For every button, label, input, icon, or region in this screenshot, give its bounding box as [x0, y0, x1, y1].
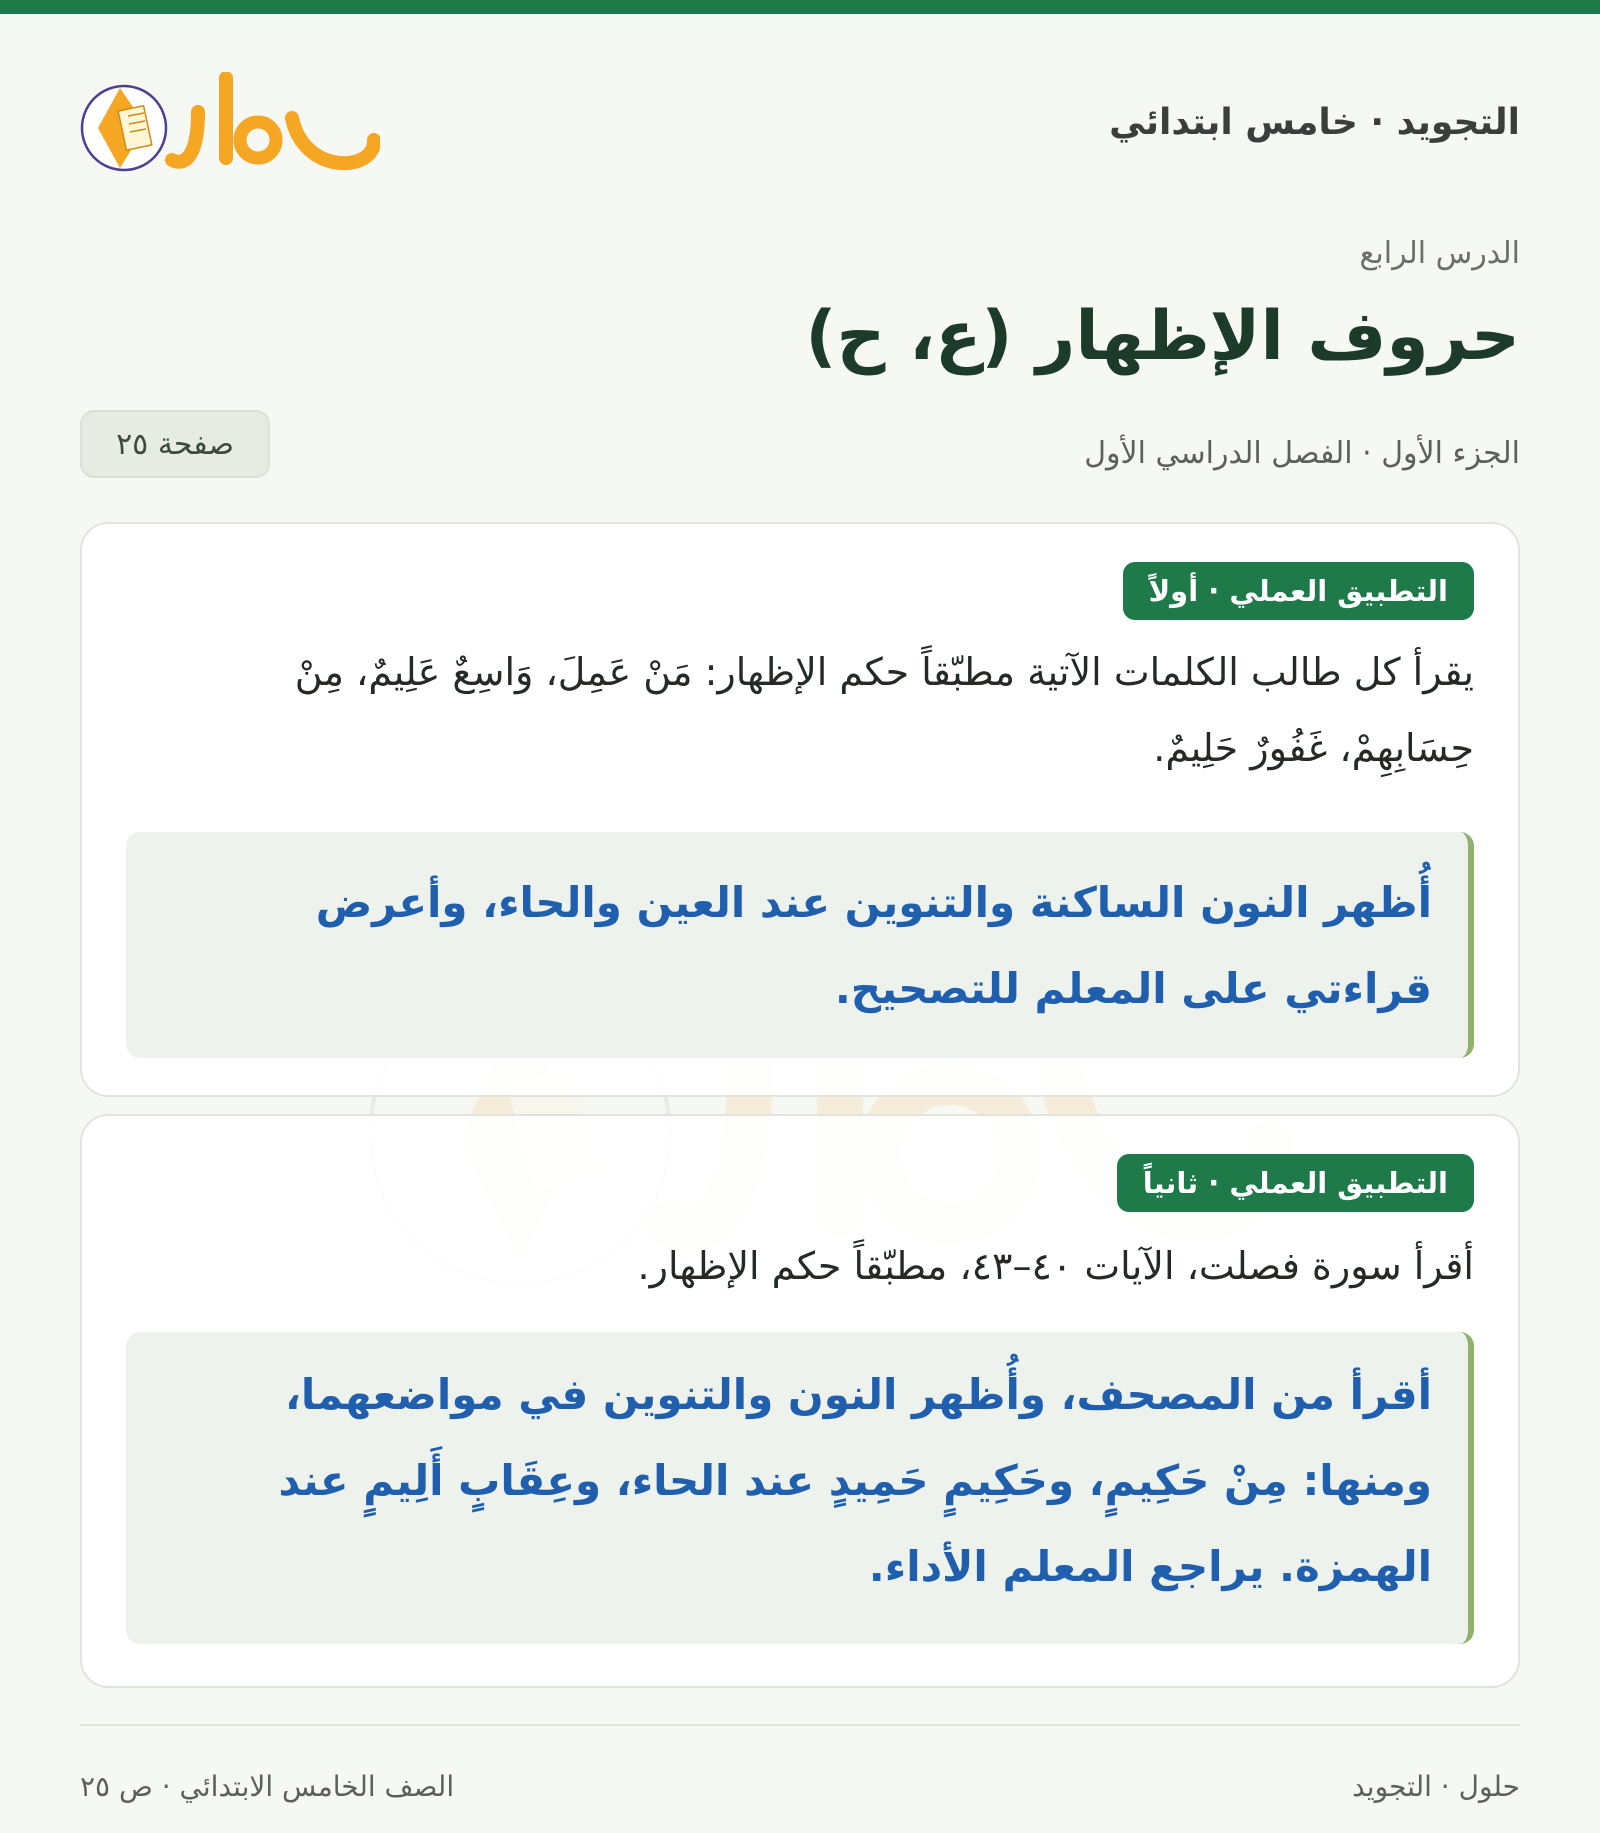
practice-card-1	[80, 522, 1520, 1097]
answer-box-1: أُظهر النون الساكنة والتنوين عند العين والحاء، وأعرض قراءتي على المعلم للتصحيح.	[126, 832, 1474, 1058]
footer-divider	[80, 1724, 1520, 1726]
subject-grade-title: التجويد · خامس ابتدائي	[1109, 102, 1520, 143]
page	[80, 14, 1520, 1833]
footer-grade-page: الصف الخامس الابتدائي · ص ٢٥	[80, 1770, 455, 1803]
practice-card-2	[80, 1114, 1520, 1688]
hulul-logo[interactable]	[80, 72, 380, 192]
top-accent-bar	[0, 0, 1600, 14]
page-header	[80, 14, 1520, 194]
term-meta: الجزء الأول · الفصل الدراسي الأول	[1084, 436, 1520, 471]
lesson-number: الدرس الرابع	[1359, 236, 1520, 271]
answer-box-2: أقرأ من المصحف، وأُظهر النون والتنوين في مواضعهما، ومنها: مِنْ حَكِيمٍ، وحَكِيمٍ حَمِيدٍ عند الحاء، وعِقَابٍ أَلِيمٍ عند الهمزة. يراجع المعلم الأداء.	[126, 1332, 1474, 1644]
footer-site-subject: حلول · التجويد	[1352, 1770, 1520, 1803]
lesson-title: حروف الإظهار (ع، ح)	[805, 297, 1520, 376]
section-label-2: التطبيق العملي · ثانياً	[1117, 1154, 1474, 1212]
page-number-badge: صفحة ٢٥	[80, 410, 270, 478]
instruction-text-2: أقرأ سورة فصلت، الآيات ٤٠–٤٣، مطبّقاً حكم الإظهار.	[637, 1244, 1474, 1288]
section-label-1: التطبيق العملي · أولاً	[1123, 562, 1474, 620]
instruction-text-1: يقرأ كل طالب الكلمات الآتية مطبّقاً حكم الإظهار: مَنْ عَمِلَ، وَاسِعٌ عَلِيمٌ، مِنْ حِسَابِهِمْ، غَفُورٌ حَلِيمٌ.	[294, 650, 1474, 770]
